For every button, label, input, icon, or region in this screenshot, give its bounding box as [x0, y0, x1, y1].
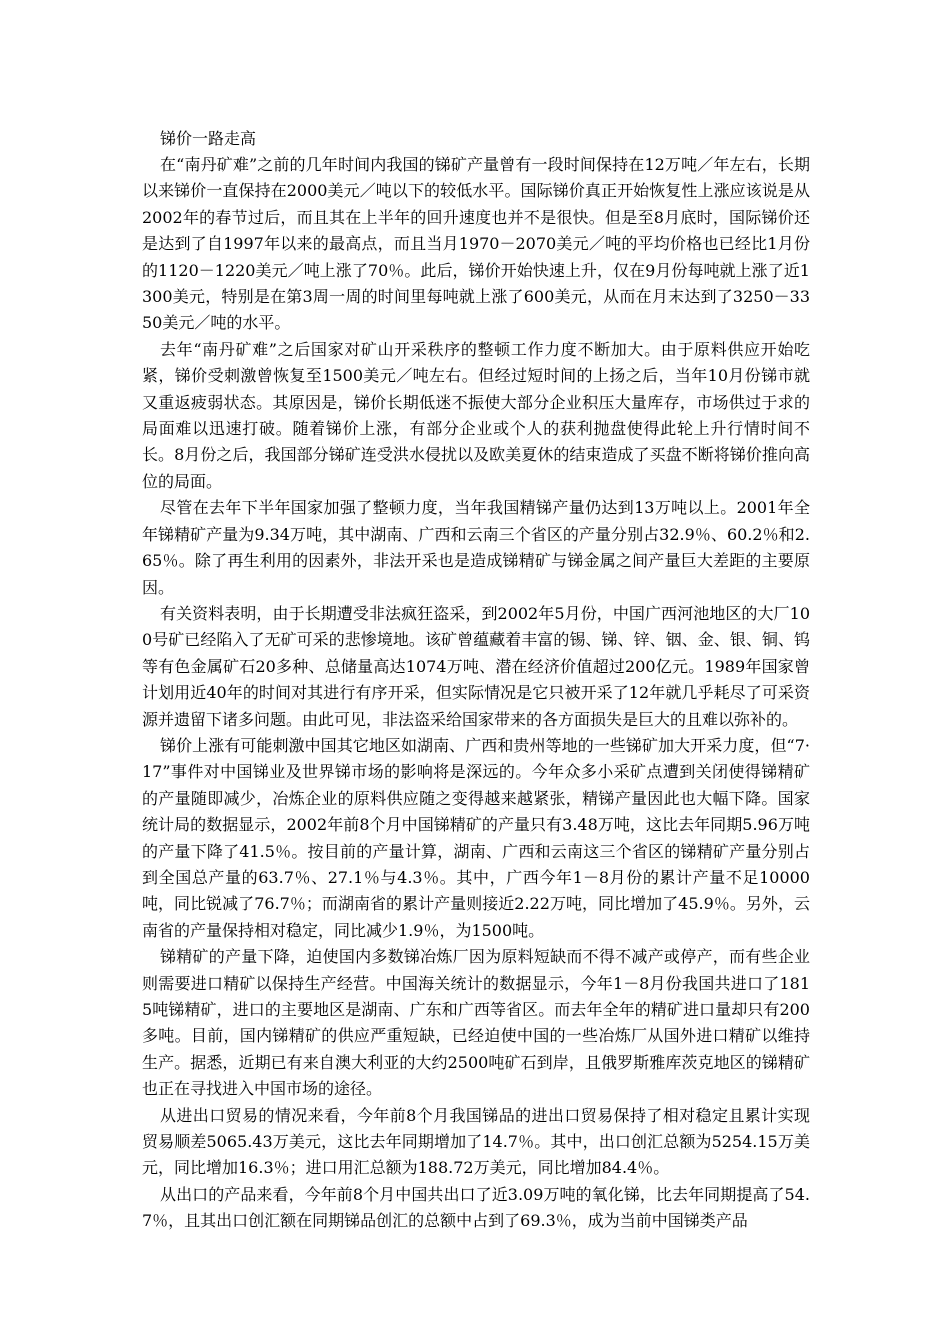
article-title: 锑价一路走高	[160, 129, 257, 148]
paragraph-mine-rectification: 去年“南丹矿难”之后国家对矿山开采秩序的整顿工作力度不断加大。由于原料供应开始吃紧，锑价受刺激曾恢复至1500美元／吨左右。但经过短时间的上扬之后，当年10月份锑市就又重返疲弱状态。其原因是，锑价长期低迷不振使大部分企业积压大量库存，市场供过于求的局面难以迅速打破。随着锑价上涨，有部分企业或个人的获利抛盘使得此轮上升行情时间不长。8月份之后，我国部分锑矿连受洪水侵扰以及欧美夏休的结束造成了买盘不断将锑价推向高位的局面。	[142, 339, 810, 491]
paragraph-illegal-mining: 有关资料表明，由于长期遭受非法疯狂盗采，到2002年5月份，中国广西河池地区的大厂100号矿已经陷入了无矿可采的悲惨境地。该矿曾蕴藏着丰富的锡、锑、锌、铟、金、银、铜、钨等有色金属矿石20多种、总储量高达1074万吨、潜在经济价值超过200亿元。1989年国家曾计划用近40年的时间对其进行有序开采，但实际情况是它只被开采了12年就几乎耗尽了可采资源并遗留下诸多问题。由此可见，非法盗采给国家带来的各方面损失是巨大的且难以弥补的。	[142, 603, 810, 729]
paragraph-output-decline: 锑价上涨有可能刺激中国其它地区如湖南、广西和贵州等地的一些锑矿加大开采力度，但“7·17”事件对中国锑业及世界锑市场的影响将是深远的。今年众多小采矿点遭到关闭使得锑精矿的产量随即减少，冶炼企业的原料供应随之变得越来越紧张，精锑产量因此也大幅下降。国家统计局的数据显示，2002年前8个月中国锑精矿的产量只有3.48万吨，这比去年同期5.96万吨的产量下降了41.5％。按目前的产量计算，湖南、广西和云南这三个省区的锑精矿产量分别占到全国总产量的63.7％、27.1％与4.3％。其中，广西今年1－8月份的累计产量不足10000吨，同比锐减了76.7％；而湖南省的累计产量则接近2.22万吨，同比增加了45.9％。另外，云南省的产量保持相对稳定，同比减少1.9％，为1500吨。	[142, 735, 810, 940]
paragraph-concentrate-imports: 锑精矿的产量下降，迫使国内多数锑冶炼厂因为原料短缺而不得不减产或停产，而有些企业则需要进口精矿以保持生产经营。中国海关统计的数据显示，今年1－8月份我国共进口了1815吨锑精矿，进口的主要地区是湖南、广东和广西等省区。而去年全年的精矿进口量却只有200多吨。目前，国内锑精矿的供应严重短缺，已经迫使中国的一些冶炼厂从国外进口精矿以维持生产。据悉，近期已有来自澳大利亚的大约2500吨矿石到岸，且俄罗斯雅库茨克地区的锑精矿也正在寻找进入中国市场的途径。	[142, 947, 810, 1099]
paragraph-production-2001: 尽管在去年下半年国家加强了整顿力度，当年我国精锑产量仍达到13万吨以上。2001年全年锑精矿产量为9.34万吨，其中湖南、广西和云南三个省区的产量分别占32.9％、60.2％和2.65％。除了再生利用的因素外，非法开采也是造成锑精矿与锑金属之间产量巨大差距的主要原因。	[142, 498, 810, 597]
paragraph-trade-balance: 从进出口贸易的情况来看，今年前8个月我国锑品的进出口贸易保持了相对稳定且累计实现贸易顺差5065.43万美元，这比去年同期增加了14.7％。其中，出口创汇总额为5254.15万美元，同比增加16.3％；进口用汇总额为188.72万美元，同比增加84.4％。	[142, 1105, 810, 1178]
document-page	[142, 126, 810, 1235]
paragraph-price-history: 在“南丹矿难”之前的几年时间内我国的锑矿产量曾有一段时间保持在12万吨／年左右，长期以来锑价一直保持在2000美元／吨以下的较低水平。国际锑价真正开始恢复性上涨应该说是从2002年的春节过后，而且其在上半年的回升速度也并不是很快。但是至8月底时，国际锑价还是达到了自1997年以来的最高点，而且当月1970－2070美元／吨的平均价格也已经比1月份的1120－1220美元／吨上涨了70％。此后，锑价开始快速上升，仅在9月份每吨就上涨了近1300美元，特别是在第3周一周的时间里每吨就上涨了600美元，从而在月末达到了3250－3350美元／吨的水平。	[142, 155, 810, 333]
paragraph-export-products: 从出口的产品来看，今年前8个月中国共出口了近3.09万吨的氧化锑，比去年同期提高了54.7％，且其出口创汇额在同期锑品创汇的总额中占到了69.3％，成为当前中国锑类产品	[142, 1184, 810, 1231]
